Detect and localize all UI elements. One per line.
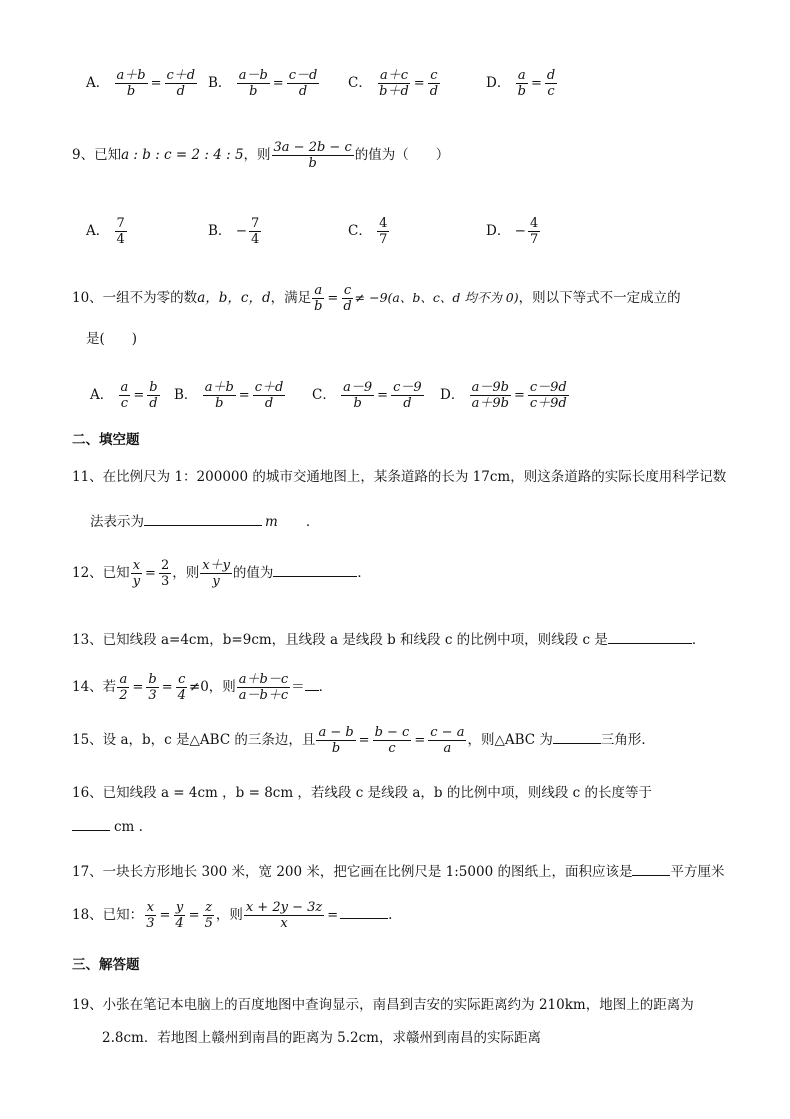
q11-line1: 11、在比例尺为 1：200000 的城市交通地图上，某条道路的长为 17cm，则这条道路的实际长度用科学记数 xyxy=(72,469,727,485)
fraction: $\frac{2}{3}$ xyxy=(160,558,170,589)
answer-blank[interactable] xyxy=(273,564,357,577)
fraction: $\frac{4}{7}$ xyxy=(379,216,388,247)
fraction: $\frac{c+d}{d}$ xyxy=(254,380,284,411)
fraction: $\frac{a+b}{b}$ xyxy=(204,380,234,411)
q10-stem: 10、一组不为零的数a，b，c，d，满足 $\frac{a}{b}$ = $\frac{c}{d}$ ≠ −9(a、b、c、d 均不为 0)，则以下等式不一定成立的 xyxy=(72,283,681,314)
fraction: $\frac{a - b}{b}$ xyxy=(318,725,354,756)
fraction: $\frac{4}{7}$ xyxy=(529,216,539,247)
q16-line2: cm . xyxy=(72,818,143,835)
fraction: $\frac{d}{c}$ xyxy=(546,68,556,99)
fraction: $\frac{a+b}{b}$ xyxy=(116,68,146,99)
q10-option-b: B． $\frac{a+b}{b}$ = $\frac{c+d}{d}$ xyxy=(174,380,284,411)
fraction: $\frac{a}{b}$ xyxy=(314,283,323,314)
fraction: $\frac{c}{d}$ xyxy=(343,283,352,314)
fraction: $\frac{c-9}{d}$ xyxy=(393,380,422,411)
fraction: $\frac{b}{d}$ xyxy=(149,380,158,411)
answer-blank[interactable] xyxy=(553,731,601,744)
fraction: $\frac{a+c}{b+d}$ xyxy=(379,68,409,99)
q8-option-b: B． $\frac{a-b}{b}$ = $\frac{c-d}{d}$ xyxy=(208,68,318,99)
fraction: $\frac{a}{c}$ xyxy=(120,380,129,411)
fraction: $\frac{c - a}{a}$ xyxy=(430,725,465,756)
fraction: $\frac{a+b-c}{a-b+c}$ xyxy=(238,672,289,703)
fraction: $\frac{c}{d}$ xyxy=(429,68,439,99)
q10-stem-line2: 是( ) xyxy=(86,331,138,347)
fraction: $\frac{b}{3}$ xyxy=(148,672,157,703)
q9-option-c: C． $\frac{4}{7}$ xyxy=(348,216,388,247)
fraction: $\frac{x}{y}$ xyxy=(132,558,141,589)
fraction: $\frac{3a - 2b - c}{b}$ xyxy=(273,140,352,171)
section-heading-fill-in: 二、填空题 xyxy=(72,432,140,448)
fraction: $\frac{a}{2}$ xyxy=(119,672,128,703)
answer-blank[interactable] xyxy=(305,678,319,691)
q15: 15、设 a，b，c 是△ABC 的三条边，且 $\frac{a - b}{b}$ = $\frac{b - c}{c}$ = $\frac{c - a}{a}$ ，则△ABC 为 三角形． xyxy=(72,725,655,756)
q10-option-a: A． $\frac{a}{c}$ = $\frac{b}{d}$ xyxy=(90,380,158,411)
q11-line2: 法表示为 m ． xyxy=(90,514,320,530)
fraction: $\frac{z}{5}$ xyxy=(204,900,213,931)
fraction: $\frac{a-9b}{a+9b}$ xyxy=(471,380,509,411)
fraction: $\frac{x + 2y - 3z}{x}$ xyxy=(245,900,323,931)
answer-blank[interactable] xyxy=(144,513,262,526)
fraction: $\frac{7}{4}$ xyxy=(116,216,125,247)
q10-option-c: C． $\frac{a-9}{b}$ = $\frac{c-9}{d}$ xyxy=(312,380,422,411)
fraction: $\frac{a-9}{b}$ xyxy=(343,380,373,411)
fraction: $\frac{a}{b}$ xyxy=(517,68,526,99)
q18: 18、已知： $\frac{x}{3}$ = $\frac{y}{4}$ = $\frac{z}{5}$ ，则 $\frac{x + 2y - 3z}{x}$ = . xyxy=(72,900,393,931)
q17: 17、一块长方形地长 300 米，宽 200 米，把它画在比例尺是 1:5000 的图纸上，面积应该是 平方厘米 xyxy=(72,864,725,880)
q13: 13、已知线段 a=4cm，b=9cm，且线段 a 是线段 b 和线段 c 的比例中项，则线段 c 是 ． xyxy=(72,632,706,648)
q8-option-d: D． $\frac{a}{b}$ = $\frac{d}{c}$ xyxy=(486,68,556,99)
fraction: $\frac{c-d}{d}$ xyxy=(288,68,318,99)
answer-blank[interactable] xyxy=(608,631,692,644)
fraction: $\frac{a-b}{b}$ xyxy=(238,68,268,99)
q16-line1: 16、已知线段 a = 4cm ，b = 8cm ，若线段 c 是线段 a，b 的比例中项，则线段 c 的长度等于 xyxy=(72,785,652,801)
fraction: $\frac{7}{4}$ xyxy=(251,216,260,247)
fraction: $\frac{c}{4}$ xyxy=(177,672,186,703)
answer-blank[interactable] xyxy=(72,818,110,831)
fraction: $\frac{b - c}{c}$ xyxy=(374,725,410,756)
q9-option-b: B． − $\frac{7}{4}$ xyxy=(208,216,260,247)
fraction: $\frac{x}{3}$ xyxy=(146,900,155,931)
q19-line2: 2.8cm．若地图上赣州到南昌的距离为 5.2cm，求赣州到南昌的实际距离 xyxy=(102,1030,541,1046)
q8-option-a: A． $\frac{a+b}{b}$ = $\frac{c+d}{d}$ xyxy=(86,68,196,99)
fraction: $\frac{c-9d}{c+9d}$ xyxy=(529,380,567,411)
q12: 12、已知 $\frac{x}{y}$ = $\frac{2}{3}$ ，则 $\frac{x+y}{y}$ 的值为 ． xyxy=(72,558,371,589)
fraction: $\frac{c+d}{d}$ xyxy=(166,68,196,99)
q9-stem: 9、已知a : b : c = 2 : 4 : 5，则 $\frac{3a - 2b - c}{b}$ 的值为（ ） xyxy=(72,140,450,171)
q19-line1: 19、小张在笔记本电脑上的百度地图中查询显示，南昌到吉安的实际距离约为 210km，地图上的距离为 xyxy=(72,997,694,1013)
fraction: $\frac{y}{4}$ xyxy=(175,900,184,931)
fraction: $\frac{x+y}{y}$ xyxy=(202,558,230,589)
q9-option-d: D． − $\frac{4}{7}$ xyxy=(486,216,539,247)
q10-option-d: D． $\frac{a-9b}{a+9b}$ = $\frac{c-9d}{c+9d}$ xyxy=(440,380,567,411)
q14: 14、若 $\frac{a}{2}$ = $\frac{b}{3}$ = $\frac{c}{4}$ ≠0，则 $\frac{a+b-c}{a-b+c}$ ＝ ． xyxy=(72,672,333,703)
section-heading-solve: 三、解答题 xyxy=(72,957,140,973)
q8-option-c: C． $\frac{a+c}{b+d}$ = $\frac{c}{d}$ xyxy=(348,68,439,99)
q9-option-a: A． $\frac{7}{4}$ xyxy=(86,216,125,247)
answer-blank[interactable] xyxy=(340,906,388,919)
answer-blank[interactable] xyxy=(632,863,670,876)
